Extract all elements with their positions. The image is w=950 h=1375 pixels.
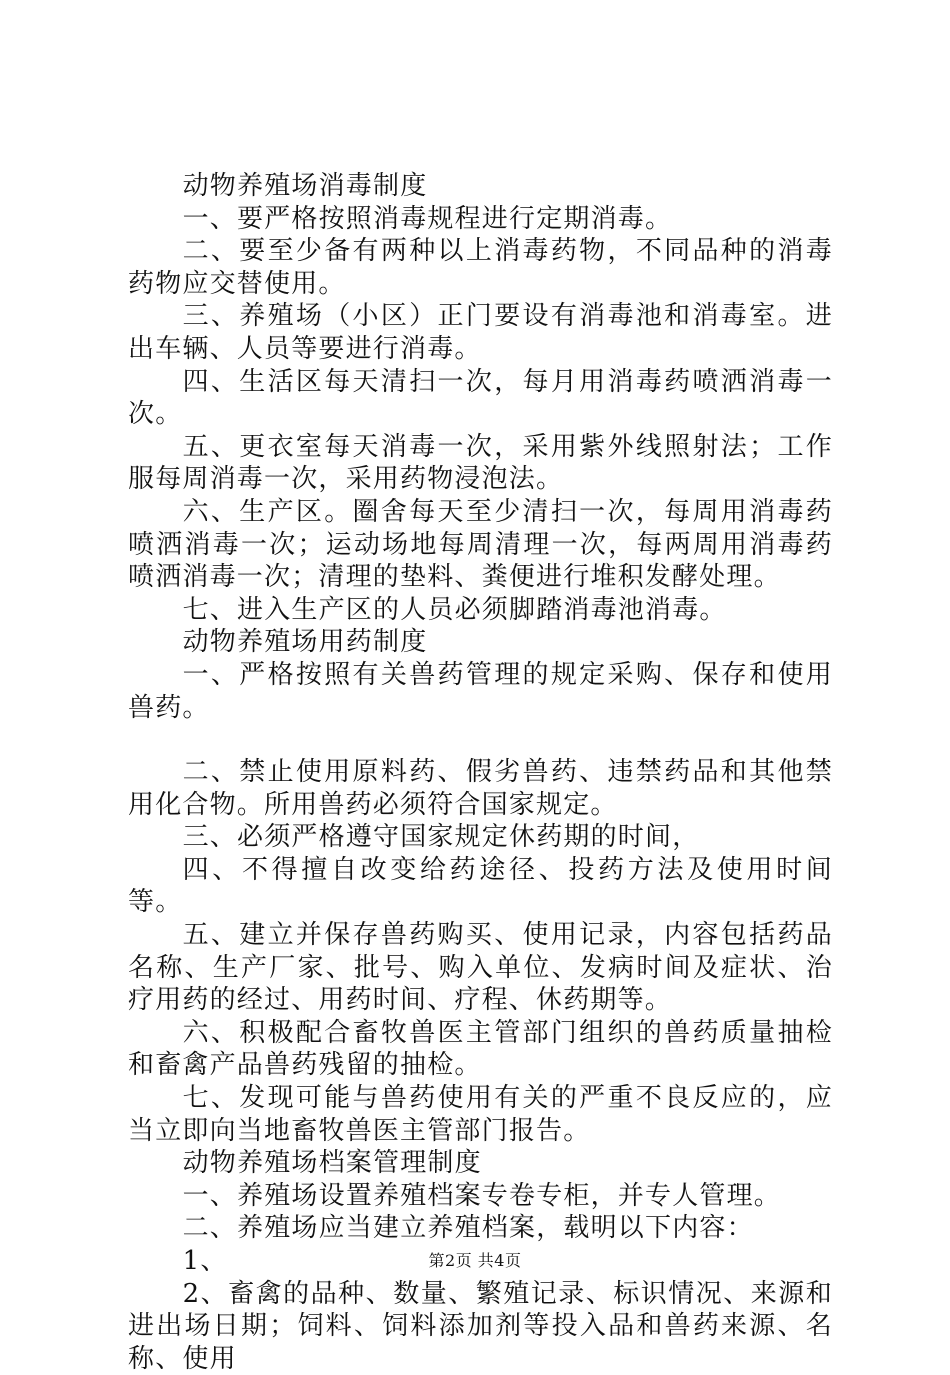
disinfection-item-7: 七、进入生产区的人员必须脚踏消毒池消毒。 <box>182 594 727 625</box>
section-title-disinfection: 动物养殖场消毒制度 <box>182 171 428 201</box>
medication-item-7: 七、发现可能与兽药使用有关的严重不良反应的，应当立即向当地畜牧兽医主管部门报告。 <box>128 1083 833 1146</box>
disinfection-item-6: 六、生产区。圈舍每天至少清扫一次，每周用消毒药喷洒消毒一次；运动场地每周清理一次，每两周用消毒药喷洒消毒一次；清理的垫料、粪便进行堆积发酵处理。 <box>128 496 833 593</box>
disinfection-item-3: 三、养殖场（小区）正门要设有消毒池和消毒室。进出车辆、人员等要进行消毒。 <box>128 301 833 364</box>
records-item-3: 1、 <box>182 1246 228 1276</box>
medication-item-6: 六、积极配合畜牧兽医主管部门组织的兽药质量抽检和畜禽产品兽药残留的抽检。 <box>128 1017 833 1081</box>
paragraph-gap <box>128 724 833 756</box>
medication-item-3: 三、必须严格遵守国家规定休药期的时间， <box>182 822 700 853</box>
records-item-2: 二、养殖场应当建立养殖档案，载明以下内容： <box>182 1213 754 1244</box>
disinfection-item-5: 五、更衣室每天消毒一次，采用紫外线照射法；工作服每周消毒一次，采用药物浸泡法。 <box>128 431 833 495</box>
medication-item-4: 四、不得擅自改变给药途径、投药方法及使用时间等。 <box>128 854 833 918</box>
disinfection-item-4: 四、生活区每天清扫一次，每月用消毒药喷洒消毒一次。 <box>128 366 833 430</box>
disinfection-item-1: 一、要严格按照消毒规程进行定期消毒。 <box>182 203 673 234</box>
document-body <box>128 170 833 1375</box>
disinfection-item-2: 二、要至少备有两种以上消毒药物，不同品种的消毒药物应交替使用。 <box>128 236 833 299</box>
section-title-records: 动物养殖场档案管理制度 <box>182 1148 482 1179</box>
medication-item-1: 一、严格按照有关兽药管理的规定采购、保存和使用兽药。 <box>128 659 833 723</box>
section-title-medication: 动物养殖场用药制度 <box>182 627 428 658</box>
medication-item-2: 二、禁止使用原料药、假劣兽药、违禁药品和其他禁用化合物。所用兽药必须符合国家规定。 <box>128 757 833 820</box>
medication-item-5: 五、建立并保存兽药购买、使用记录，内容包括药品名称、生产厂家、批号、购入单位、发病时间及症状、治疗用药的经过、用药时间、疗程、休药期等。 <box>128 920 833 1016</box>
records-item-4: 2、畜禽的品种、数量、繁殖记录、标识情况、来源和进出场日期；饲料、饲料添加剂等投入品和兽药来源、名称、使用 <box>128 1278 833 1374</box>
records-item-1: 一、养殖场设置养殖档案专卷专柜，并专人管理。 <box>182 1180 781 1211</box>
page-footer: 第2页 共4页 <box>428 1251 522 1270</box>
